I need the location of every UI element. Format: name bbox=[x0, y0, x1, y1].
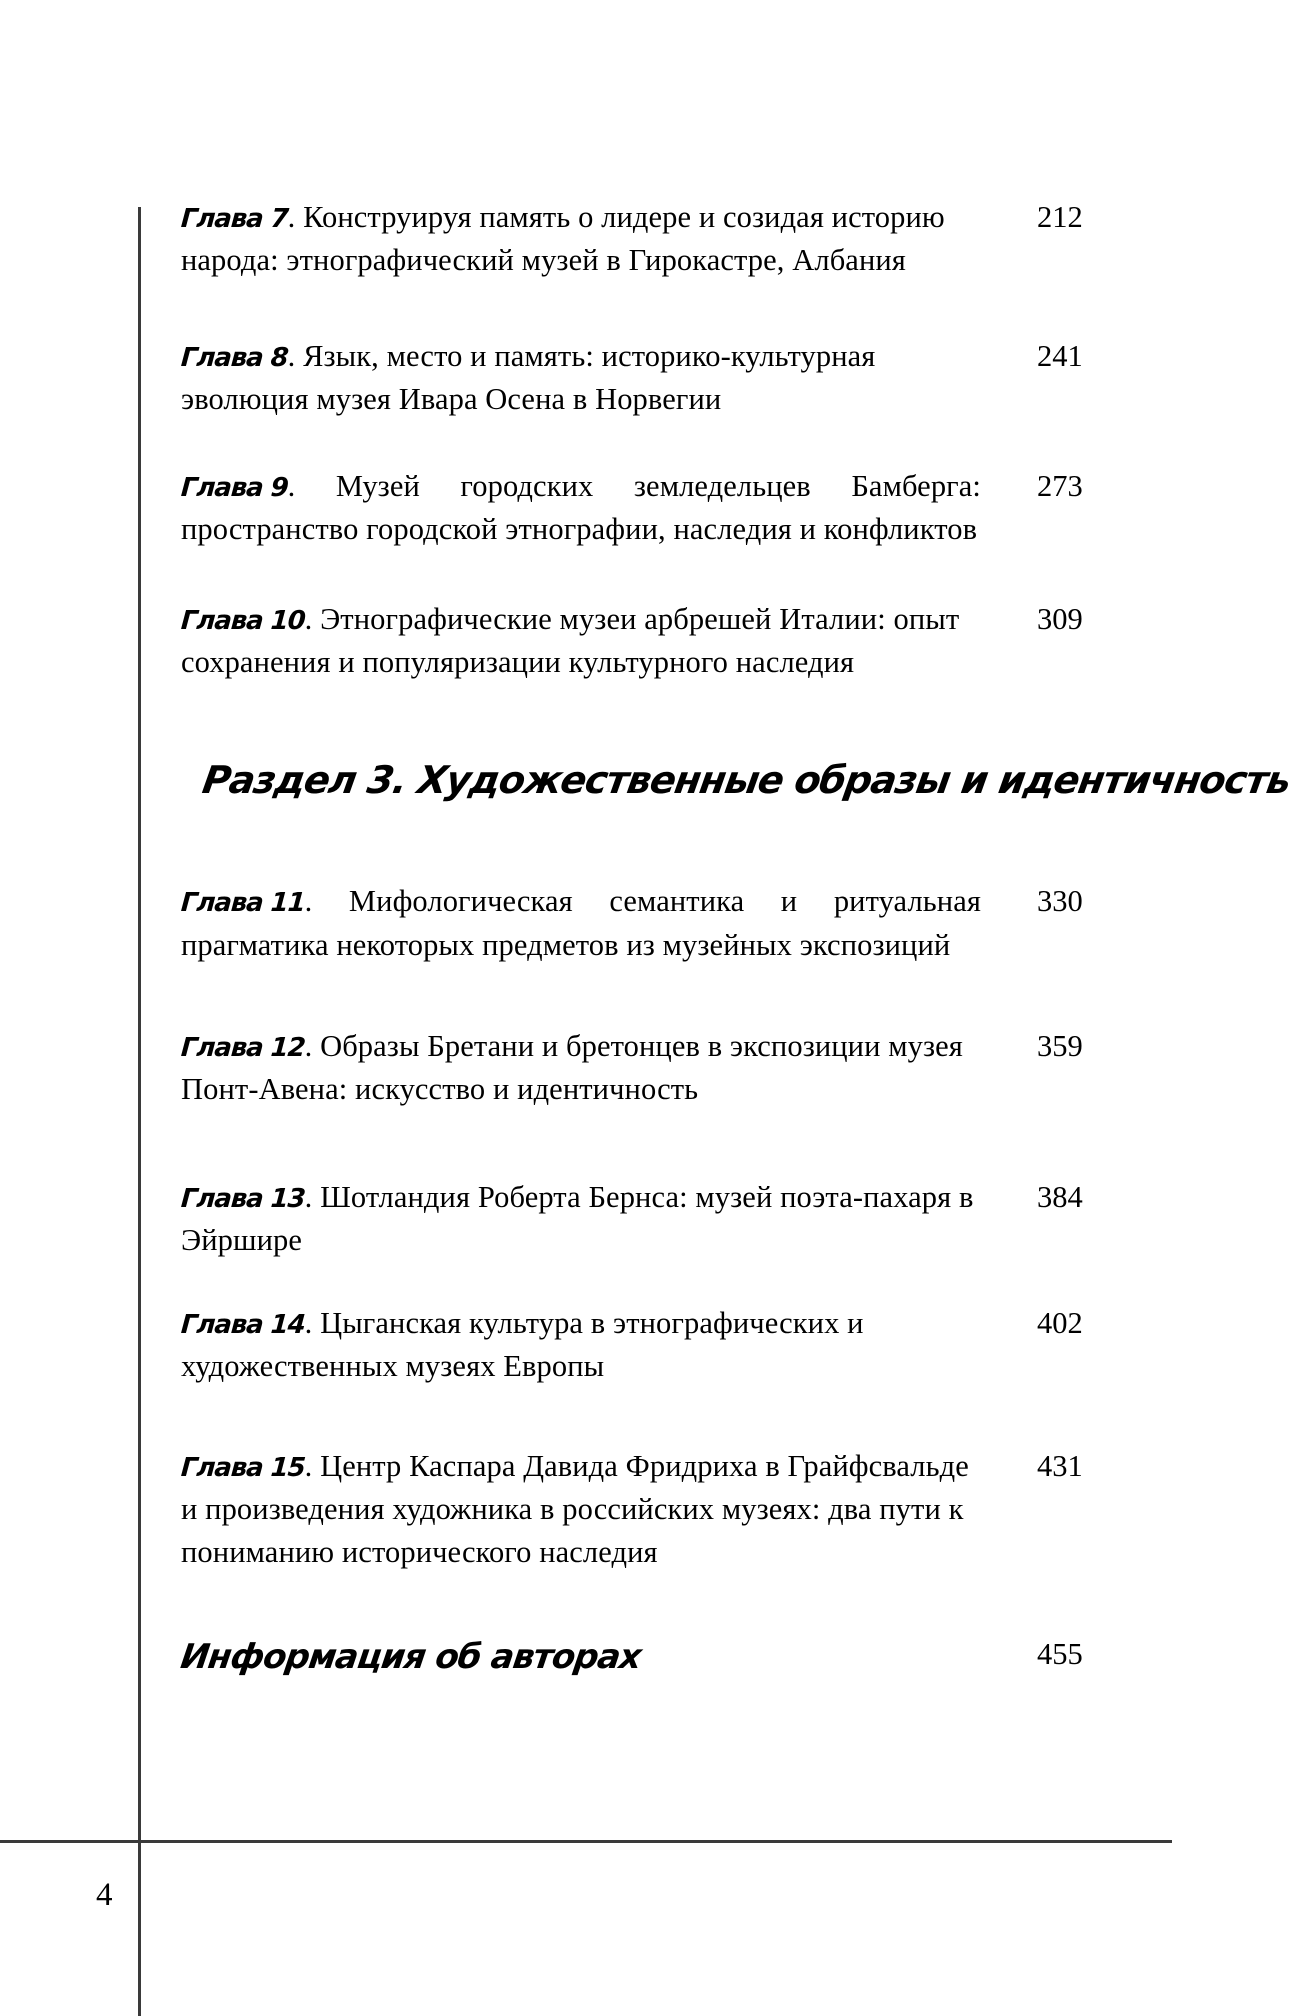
toc-entry-title-text: Шотландия Роберта Бернса: музей поэта-пахаря в Эйршире bbox=[181, 1179, 974, 1257]
toc-entry[interactable] bbox=[181, 1176, 1181, 1263]
chapter-label: Глава 15 bbox=[179, 1452, 306, 1483]
chapter-label: Глава 13 bbox=[179, 1183, 306, 1214]
chapter-label: Глава 10 bbox=[179, 605, 306, 636]
toc-entry-title-text: Этнографические музеи арбрешей Италии: опыт сохранения и популяризации культурного наследия bbox=[181, 601, 960, 680]
spacer bbox=[181, 1389, 1181, 1445]
toc-entry[interactable] bbox=[181, 335, 1181, 422]
toc-entry-page-number: 330 bbox=[1037, 884, 1083, 919]
toc-entry[interactable] bbox=[181, 598, 1181, 685]
toc-entry-page-number: 402 bbox=[1037, 1306, 1083, 1341]
chapter-label-separator: . bbox=[287, 338, 296, 373]
toc-entry-page-number: 431 bbox=[1037, 1448, 1083, 1483]
chapter-label: Глава 9 bbox=[179, 473, 289, 504]
page-folio-number: 4 bbox=[96, 1877, 113, 1913]
toc-entry[interactable] bbox=[181, 196, 1181, 283]
toc-entry-title-text: Мифологическая семантика и ритуальная прагматика некоторых предметов из музейных экспозиций bbox=[181, 884, 981, 962]
chapter-label-separator: . bbox=[287, 200, 296, 234]
toc-entry-page-number: 273 bbox=[1037, 469, 1083, 504]
toc-entry-page-number: 241 bbox=[1037, 338, 1083, 373]
toc-entry-title-text: Цыганская культура в этнографических и художественных музеях Европы bbox=[181, 1306, 864, 1384]
toc-entry-title bbox=[181, 196, 981, 283]
toc-entry-page-number: 384 bbox=[1037, 1179, 1083, 1214]
toc-entry[interactable] bbox=[181, 1445, 1181, 1575]
spacer bbox=[181, 1262, 1181, 1302]
chapter-label-separator: . bbox=[304, 601, 313, 636]
chapter-label-separator: . bbox=[304, 1306, 313, 1341]
backmatter-entry-page-number: 455 bbox=[1037, 1636, 1083, 1671]
chapter-label: Глава 12 bbox=[179, 1032, 306, 1063]
spacer bbox=[181, 1112, 1181, 1176]
spacer bbox=[181, 967, 1181, 1025]
chapter-label-separator: . bbox=[304, 1448, 313, 1483]
toc-entry-title bbox=[181, 1302, 981, 1389]
toc-entry-page-number: 309 bbox=[1037, 601, 1083, 636]
toc-entry-title-text: Язык, место и память: историко-культурная эволюция музея Ивара Осена в Норвегии bbox=[181, 338, 876, 416]
chapter-label-separator: . bbox=[304, 1028, 313, 1063]
backmatter-entry[interactable] bbox=[178, 1636, 1181, 1677]
table-of-contents bbox=[178, 196, 1294, 1677]
toc-entry-title bbox=[181, 880, 981, 967]
chapter-label: Глава 8 bbox=[179, 342, 289, 373]
toc-entry-title-text: Образы Бретани и бретонцев в экспозиции музея Понт-Авена: искусство и идентичность bbox=[181, 1028, 963, 1107]
toc-entry-title-text: Центр Каспара Давида Фридриха в Грайфсвальде и произведения художника в российских музеях: два пути к пониманию исторического наследия bbox=[181, 1448, 969, 1570]
toc-entry[interactable] bbox=[181, 465, 1181, 552]
spacer bbox=[181, 1575, 1181, 1637]
toc-entry-title bbox=[181, 1025, 981, 1112]
vertical-margin-rule bbox=[138, 207, 141, 2016]
toc-entry[interactable] bbox=[181, 1025, 1181, 1112]
toc-entry-title bbox=[181, 598, 981, 685]
section-heading: Раздел 3. Художественные образы и идентичность bbox=[199, 758, 1294, 803]
toc-entry[interactable] bbox=[181, 880, 1181, 967]
toc-entry-page-number: 212 bbox=[1037, 200, 1083, 234]
chapter-label-separator: . bbox=[304, 884, 313, 919]
toc-entry-title-text: Музей городских земледельцев Бамберга: пространство городской этнографии, наследия и конфликтов bbox=[181, 469, 981, 547]
spacer bbox=[181, 552, 1181, 598]
spacer bbox=[181, 684, 1181, 758]
toc-entry-title bbox=[181, 335, 981, 422]
spacer bbox=[181, 421, 1181, 465]
footer-horizontal-rule bbox=[0, 1840, 1172, 1843]
toc-entry-title bbox=[181, 1176, 981, 1263]
chapter-label-separator: . bbox=[304, 1179, 313, 1214]
toc-entry-title bbox=[181, 465, 981, 552]
chapter-label: Глава 7 bbox=[179, 204, 289, 234]
chapter-label-separator: . bbox=[287, 469, 296, 504]
backmatter-entry-title: Информация об авторах bbox=[178, 1636, 644, 1677]
chapter-label: Глава 14 bbox=[179, 1310, 306, 1341]
toc-entry-title bbox=[181, 1445, 981, 1575]
toc-entry-title-text: Конструируя память о лидере и созидая историю народа: этнографический музей в Гирокастре, Албания bbox=[181, 200, 945, 278]
spacer bbox=[181, 283, 1181, 335]
spacer bbox=[181, 802, 1181, 880]
toc-entry[interactable] bbox=[181, 1302, 1181, 1389]
chapter-label: Глава 11 bbox=[179, 888, 306, 919]
toc-entry-page-number: 359 bbox=[1037, 1028, 1083, 1063]
